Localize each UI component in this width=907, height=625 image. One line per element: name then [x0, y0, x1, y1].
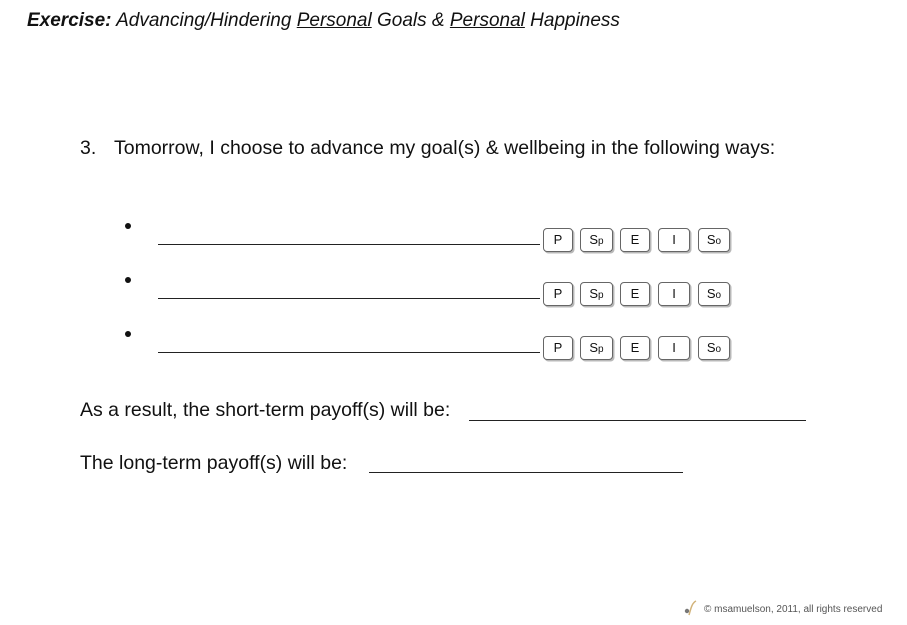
question-text: Tomorrow, I choose to advance my goal(s) & wellbeing in the following ways: — [114, 137, 776, 159]
category-box-so[interactable]: So — [698, 228, 730, 252]
category-box-so[interactable]: So — [698, 282, 730, 306]
exercise-title — [27, 10, 620, 32]
category-box-i[interactable]: I — [658, 336, 690, 360]
title-part-3: Happiness — [530, 10, 620, 31]
category-box-sp[interactable]: Sp — [580, 336, 613, 360]
question-number: 3. — [80, 137, 97, 159]
category-box-e[interactable]: E — [620, 282, 650, 306]
bullet-icon — [125, 277, 131, 283]
long-term-payoff-label: The long-term payoff(s) will be: — [80, 452, 348, 474]
title-part-1: Advancing/Hindering — [116, 10, 292, 31]
category-box-sp[interactable]: Sp — [580, 282, 613, 306]
category-box-p[interactable]: P — [543, 282, 573, 306]
title-personal-b: Personal — [449, 10, 525, 31]
goal-row-2 — [0, 277, 907, 307]
category-box-sp[interactable] — [580, 228, 613, 252]
category-box-i[interactable]: I — [658, 282, 690, 306]
goal-blank-line-2[interactable] — [158, 298, 540, 299]
bullet-icon — [125, 331, 131, 337]
goal-blank-line-3[interactable] — [158, 352, 540, 353]
sp-letter: Sp — [589, 232, 604, 247]
goal-row-1 — [0, 223, 907, 253]
category-box-p[interactable]: P — [543, 336, 573, 360]
msamuelson-logo-icon — [683, 600, 701, 619]
category-box-e[interactable]: E — [620, 336, 650, 360]
goal-blank-line-1[interactable] — [158, 244, 540, 245]
question-3 — [80, 137, 775, 160]
bullet-icon — [125, 223, 131, 229]
title-lead: Exercise: — [27, 10, 112, 31]
copyright-footer — [683, 600, 882, 619]
category-box-so[interactable]: So — [698, 336, 730, 360]
category-box-p[interactable]: P — [543, 228, 573, 252]
long-term-payoff-blank[interactable] — [369, 472, 683, 473]
title-part-2: Goals & — [377, 10, 445, 31]
goal-row-3 — [0, 331, 907, 361]
short-term-payoff-blank[interactable] — [469, 420, 806, 421]
category-box-e[interactable]: E — [620, 228, 650, 252]
short-term-payoff-label: As a result, the short-term payoff(s) will be: — [80, 399, 451, 421]
category-box-i[interactable]: I — [658, 228, 690, 252]
title-personal-a: Personal — [296, 10, 372, 31]
copyright-text: © msamuelson, 2011, all rights reserved — [704, 604, 883, 616]
